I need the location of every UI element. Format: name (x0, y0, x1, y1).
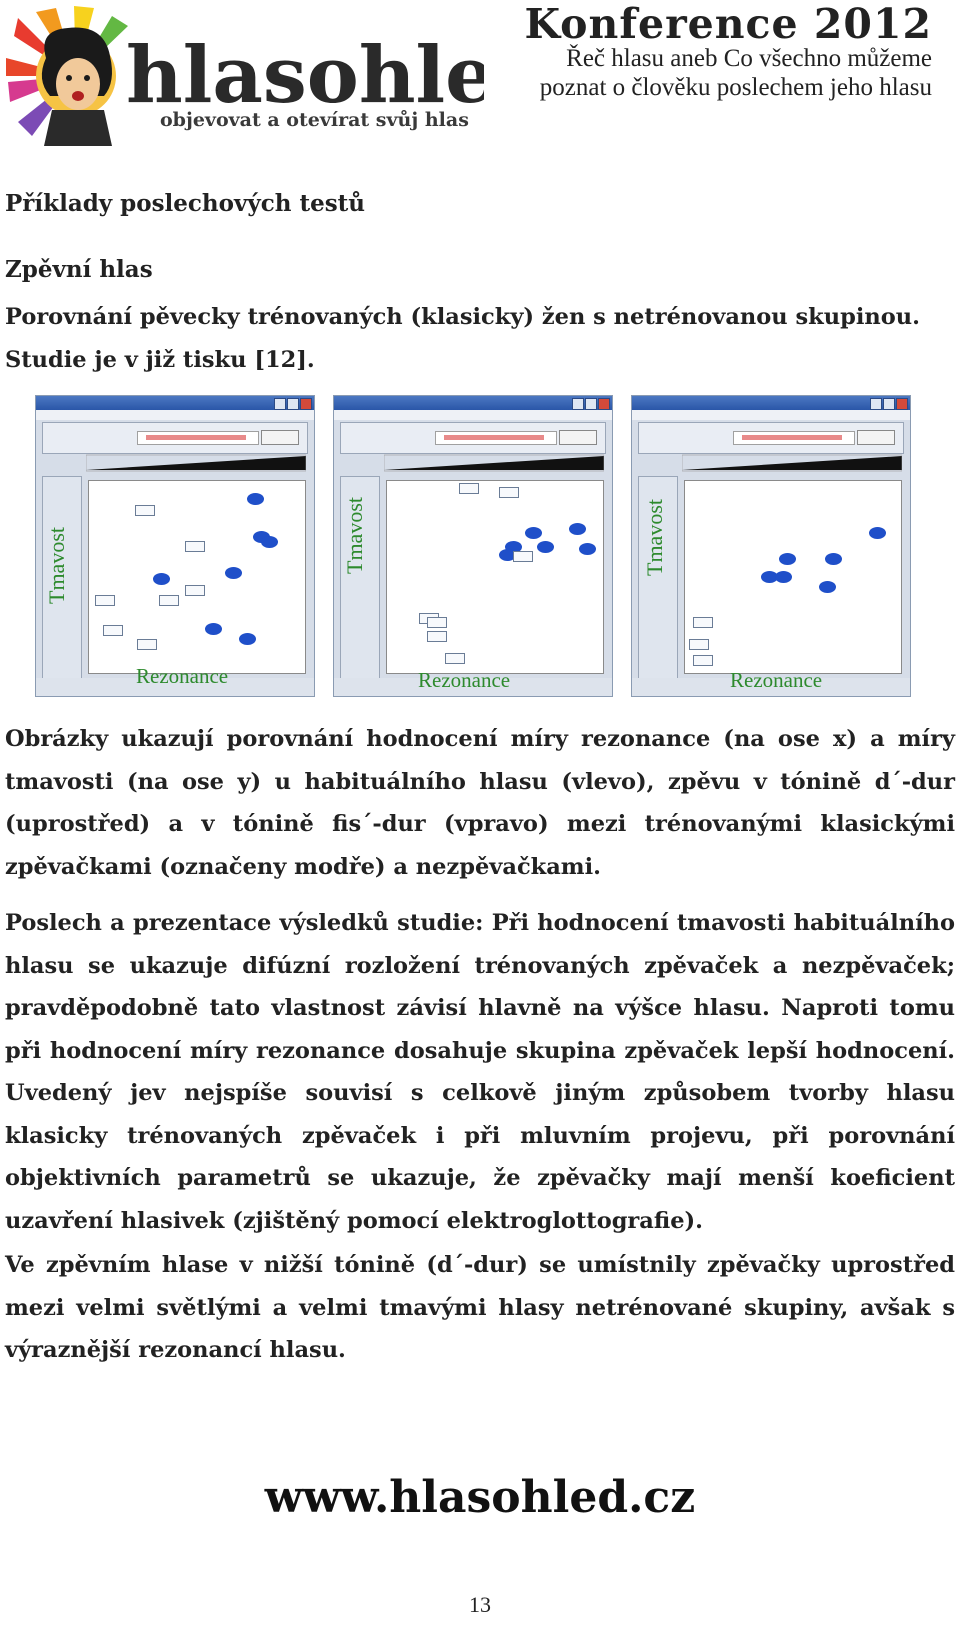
x-axis-label: Rezonance (418, 668, 511, 692)
x-axis-label: Rezonance (730, 668, 823, 692)
logo-wordmark: hlasohle (126, 30, 484, 121)
window-titlebar (36, 396, 314, 410)
intro-text: Porovnání pěvecky trénovaných (klasicky) žen s netrénovanou skupinou. Studie je v již tisku [12]. (5, 304, 920, 373)
figure-caption: Obrázky ukazují porovnání hodnocení míry rezonance (na ose x) a míry tmavosti (na ose y) u habituálního hlasu (vlevo), zpěvu v tónině d´-dur (uprostřed) a v tónině fis´-dur (vpravo) mezi trénovanými klasickými zpěvačkami (označeny modře) a nezpěvačkami. (5, 726, 955, 880)
y-axis-label: Tmavost (642, 499, 667, 576)
scatter-plot (684, 480, 902, 674)
window-titlebar (632, 396, 910, 410)
subsection-title: Zpěvní hlas (5, 256, 153, 283)
x-axis-label: Rezonance (136, 664, 229, 688)
window-titlebar (334, 396, 612, 410)
y-axis-label: Tmavost (44, 527, 69, 604)
paragraph-results: Poslech a prezentace výsledků studie: Při hodnocení tmavosti habituálního hlasu se ukazuje difúzní rozložení trénovaných zpěvaček a nezpěvaček; pravděpodobně tato vlastnost závisí hlavně na výšce hlasu. Naproti tomu při hodnocení míry rezonance dosahuje skupina zpěvaček lepší hodnocení. Uvedený jev nejspíše souvisí s celkově jiným způsobem tvorby hlasu klasicky trénovaných zpěvaček i při mluvním projevu, při porovnání objektivních parametrů se ukazuje, že zpěvačky mají menší koeficient uzavření hlasivek (zjištěný pomocí elektroglottografie). (5, 910, 955, 1234)
website-url: www.hlasohled.cz (264, 1472, 696, 1523)
page-number: 13 (469, 1592, 491, 1617)
logo-tagline: objevovat a otevírat svůj hlas (160, 109, 469, 131)
section-title: Příklady poslechových testů (5, 190, 366, 217)
logo (4, 6, 484, 148)
scatter-plot (88, 480, 306, 674)
figure-d-dur (333, 395, 613, 697)
paragraph-sung-voice: Ve zpěvním hlase v nižší tónině (d´-dur) se umístnily zpěvačky uprostřed mezi velmi světlými a velmi tmavými hlasy netrénované skupiny, avšak s výraznější rezonancí hlasu. (5, 1252, 955, 1363)
scatter-plot (386, 480, 604, 674)
figure-fis-dur (631, 395, 911, 697)
figure-habitual (35, 395, 315, 697)
conference-subtitle: Řeč hlasu aneb Co všechno můžeme poznat o člověku poslechem jeho hlasu (539, 45, 932, 101)
logo-graphic (4, 6, 484, 148)
conference-title: Konference 2012 (524, 0, 932, 48)
y-axis-label: Tmavost (342, 497, 367, 574)
